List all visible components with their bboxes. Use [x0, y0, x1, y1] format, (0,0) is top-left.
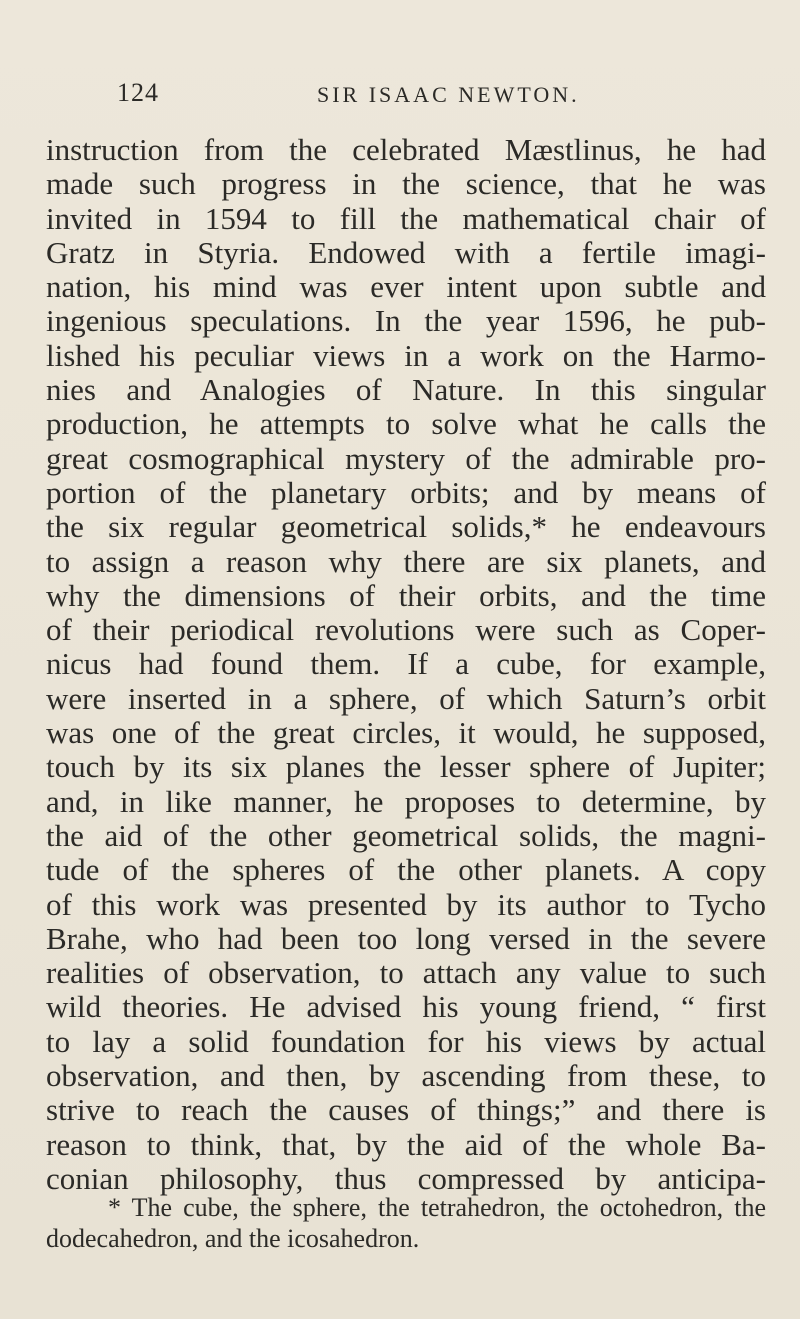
text-line: ingenious speculations. In the year 1596, he pub-: [46, 303, 766, 339]
text-line: instruction from the celebrated Mæstlinus, he had: [46, 132, 766, 167]
text-line: why the dimensions of their orbits, and the time: [46, 577, 766, 613]
footnote-line: * The cube, the sphere, the tetrahedron, the octohedron, the: [108, 1193, 766, 1222]
text-line: conian philosophy, thus compressed by anticipa-: [46, 1160, 766, 1196]
footnote: [46, 1192, 766, 1254]
footnote-line: dodecahedron, and the icosahedron.: [46, 1224, 420, 1253]
text-line: tude of the spheres of the other planets. A copy: [46, 852, 766, 888]
text-line: production, he attempts to solve what he calls the: [46, 406, 766, 442]
text-line: made such progress in the science, that he was: [46, 166, 766, 202]
text-line: Brahe, who had been too long versed in the severe: [46, 920, 766, 956]
text-line: the six regular geometrical solids,* he endeavours: [46, 509, 766, 545]
text-line: of their periodical revolutions were such as Coper-: [46, 612, 766, 648]
text-line: nation, his mind was ever intent upon subtle and: [46, 269, 766, 305]
text-line: and, in like manner, he proposes to determine, by: [46, 783, 766, 819]
text-line: was one of the great circles, it would, he supposed,: [46, 715, 766, 751]
text-line: great cosmographical mystery of the admirable pro-: [46, 440, 766, 476]
running-title: SIR ISAAC NEWTON.: [317, 82, 580, 107]
text-line: realities of observation, to attach any value to such: [46, 955, 766, 991]
text-line: reason to think, that, by the aid of the whole Ba-: [46, 1126, 766, 1162]
text-line: wild theories. He advised his young friend, “ first: [46, 989, 766, 1025]
text-line: the aid of the other geometrical solids, the magni-: [46, 817, 766, 853]
text-line: nies and Analogies of Nature. In this singular: [46, 372, 766, 408]
text-line: touch by its six planes the lesser sphere of Jupiter;: [46, 749, 766, 785]
text-line: lished his peculiar views in a work on the Harmo-: [46, 337, 766, 373]
text-line: to assign a reason why there are six planets, and: [46, 543, 766, 579]
text-line: of this work was presented by its author to Tycho: [46, 886, 766, 922]
text-line: Gratz in Styria. Endowed with a fertile imagi-: [46, 234, 766, 270]
text-line: to lay a solid foundation for his views by actual: [46, 1023, 766, 1059]
text-line: invited in 1594 to fill the mathematical chair of: [46, 200, 766, 236]
running-head: [117, 78, 767, 118]
page-number: 124: [117, 78, 159, 107]
body-text: [46, 133, 766, 1196]
text-line: portion of the planetary orbits; and by means of: [46, 474, 766, 510]
text-line: strive to reach the causes of things;” and there is: [46, 1092, 766, 1128]
text-line: were inserted in a sphere, of which Saturn’s orbit: [46, 680, 766, 716]
text-line: observation, and then, by ascending from these, to: [46, 1058, 766, 1094]
text-line: nicus had found them. If a cube, for example,: [46, 646, 766, 682]
